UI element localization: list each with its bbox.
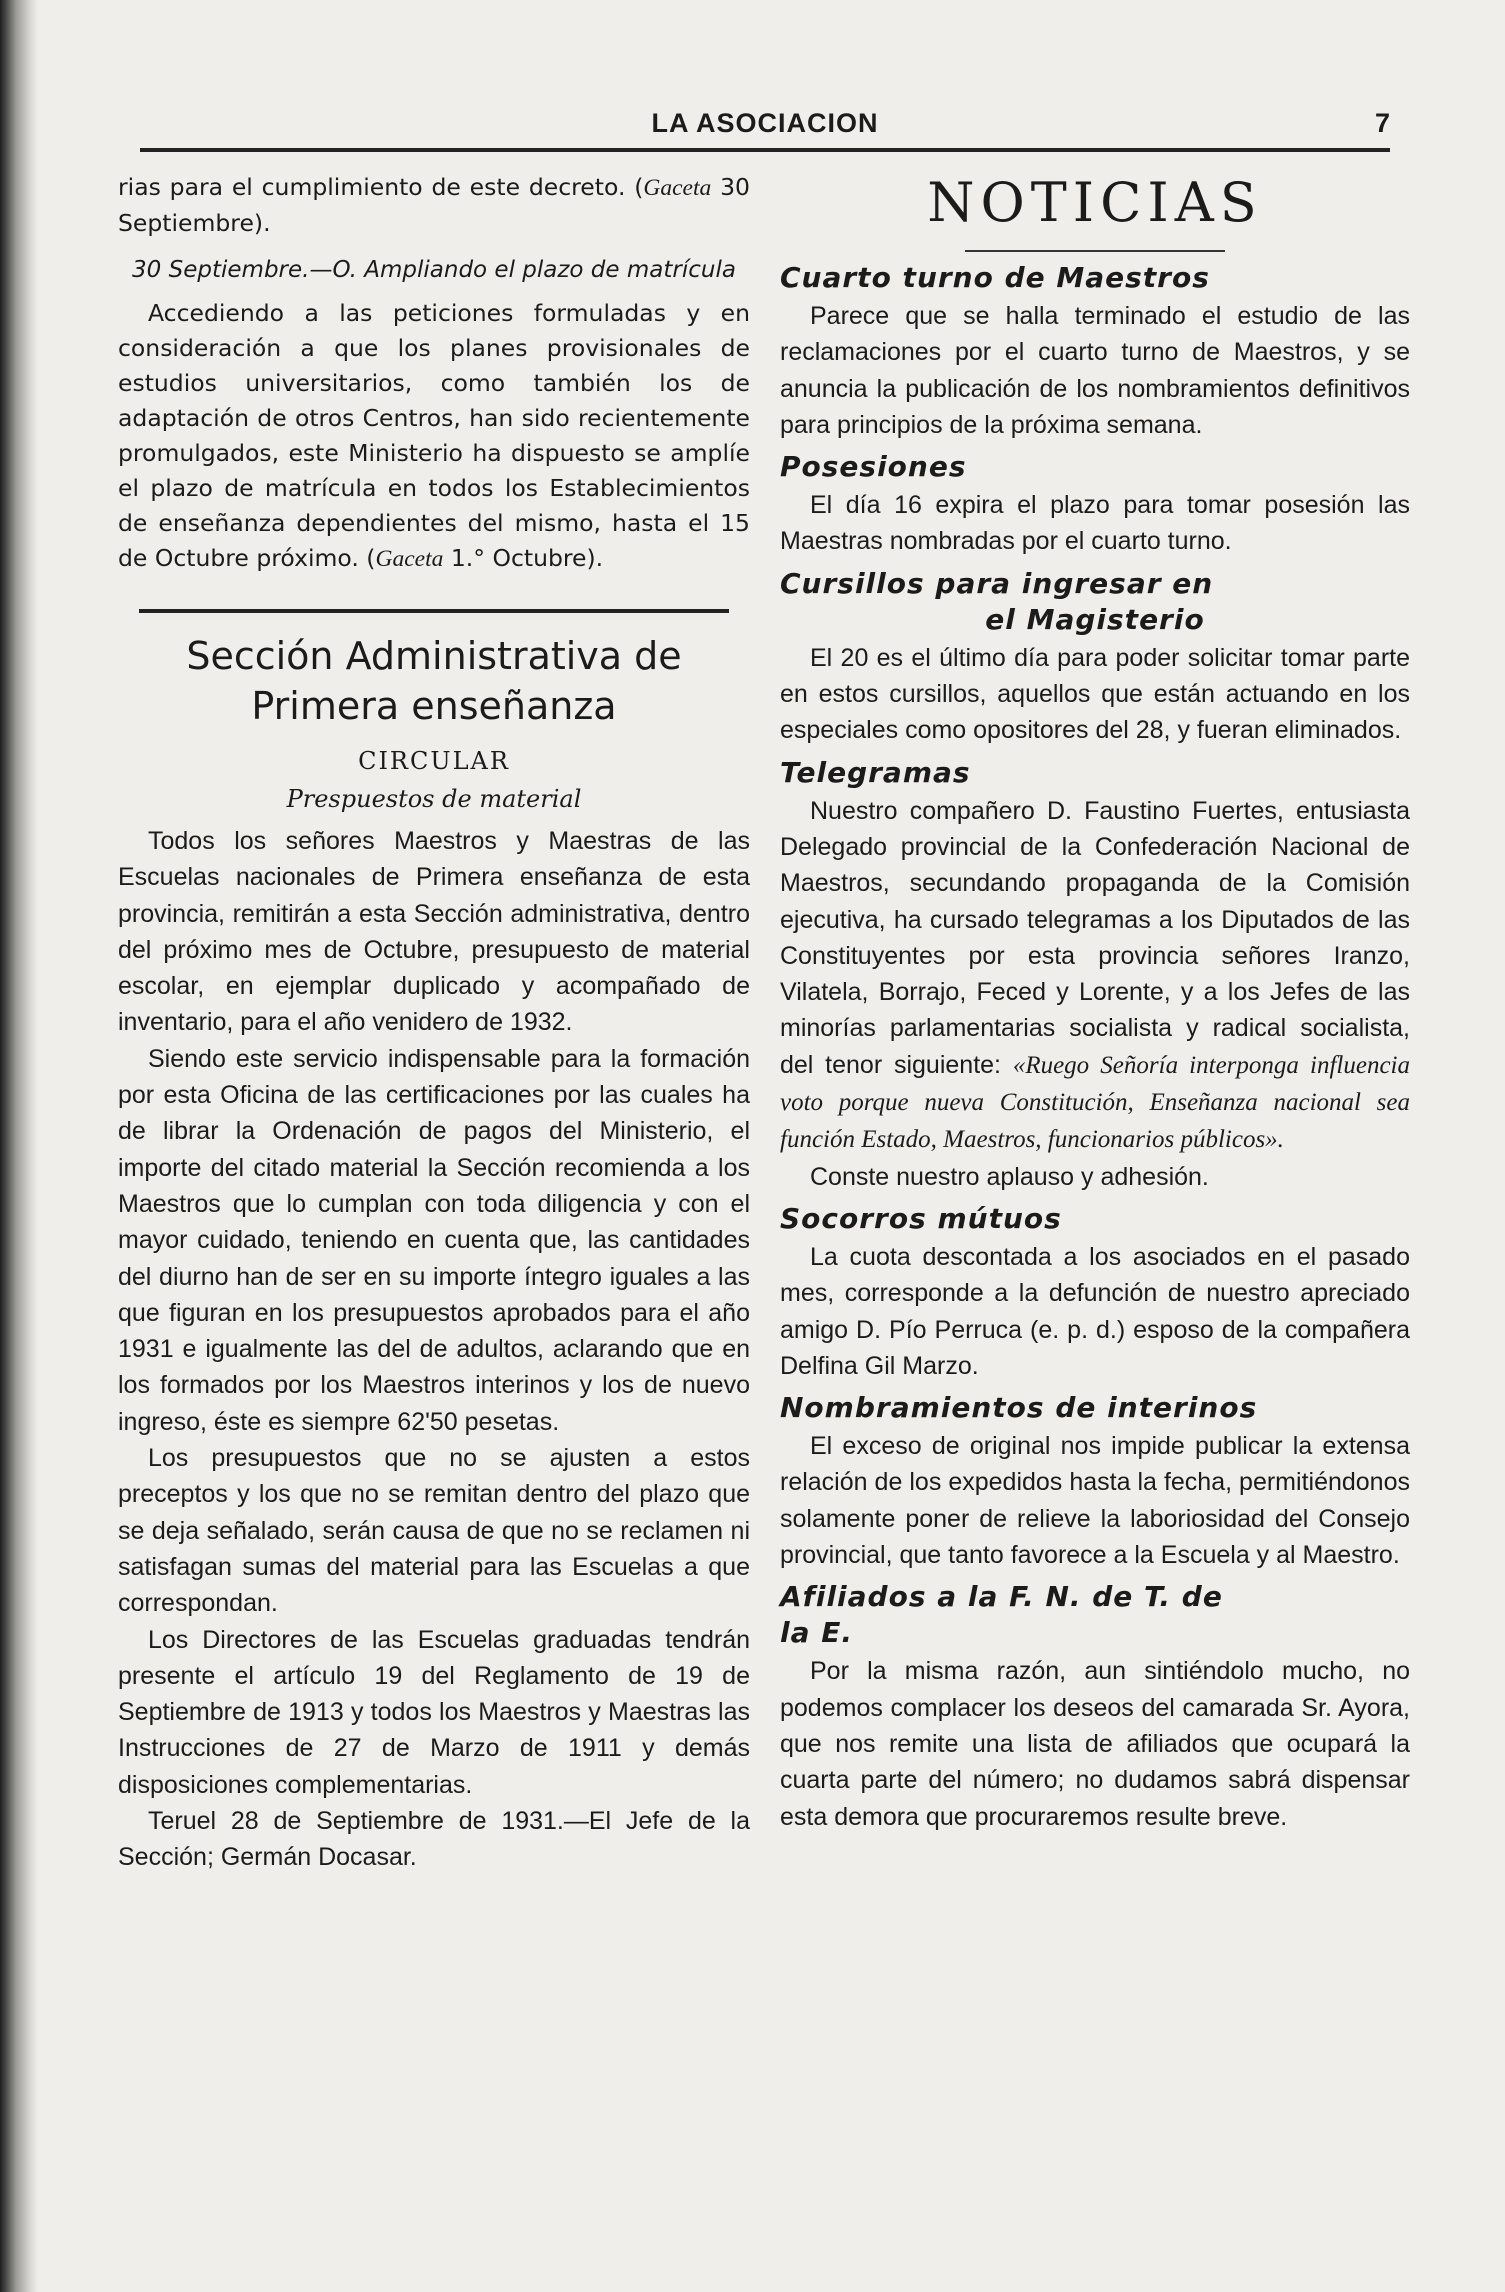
section-title-line1: Sección Administrativa de — [186, 634, 682, 678]
section-title — [118, 631, 750, 731]
gaceta-ref: Gaceta — [643, 175, 712, 201]
news-item — [780, 755, 1410, 1195]
news-text: El 20 es el último día para poder solicitar tomar parte en estos cursillos, aquellos que están actuando en los especiales como opositores del 28, y fueran eliminados. — [780, 643, 1410, 745]
noticias-rule — [965, 250, 1225, 252]
news-item — [780, 260, 1410, 443]
news-item — [780, 566, 1410, 749]
news-text: Por la misma razón, aun sintiéndolo mucho, no podemos complacer los deseos del camarada Sr. Ayora, que nos remite una lista de afiliados que ocupará la cuarta parte del número; no dudamos sabrá dispensar esta demora que procuraremos resulte breve. — [780, 1657, 1410, 1831]
news-heading-line1: Afiliados a la F. N. de T. de — [780, 1580, 1223, 1614]
news-heading-line2: el Magisterio — [985, 602, 1205, 636]
right-column — [780, 170, 1410, 2170]
news-heading: Cuarto turno de Maestros — [780, 261, 1210, 294]
news-text: El exceso de original nos impide publicar la extensa relación de los expedidos hasta la fecha, permitiéndonos solamente poner de relieve la laboriosidad del Consejo provincial, que tanto favorece a la Escuela y al Maestro. — [780, 1432, 1410, 1570]
circular-label: CIRCULAR — [358, 747, 510, 775]
decree-body-end: 1.° Octubre). — [443, 544, 604, 572]
news-text-body: Nuestro compañero D. Faustino Fuertes, entusiasta Delegado provincial de la Confederación Nacional de Maestros, secundando propaganda de la Comisión ejecutiva, ha cursado telegramas a los Diputados de las Constituyentes por esta provincia señores Iranzo, Vilatela, Borrajo, Feced y Lorente, y a los Jefes de las minorías parlamentarias socialista y radical socialista, del tenor siguiente: — [780, 796, 1410, 1079]
news-item — [780, 1579, 1410, 1834]
news-item — [780, 1390, 1410, 1573]
book-spine-shadow — [0, 0, 38, 2292]
decree-date-heading: 30 Septiembre.—O. Ampliando el plazo de matrícula — [132, 257, 736, 283]
news-heading-line1: Cursillos para ingresar en — [780, 566, 1214, 600]
left-column — [118, 170, 750, 2170]
page-header — [140, 108, 1390, 148]
section-paragraph: Todos los señores Maestros y Maestras de las Escuelas nacionales de Primera enseñanza de esta provincia, remitirán a esta Sección administrativa, dentro del próximo mes de Octubre, presupuesto de material escolar, en ejemplar duplicado y acompañado de inventario, para el año venidero de 1932. — [118, 827, 750, 1037]
news-heading — [780, 1579, 1410, 1651]
decree-body — [118, 296, 750, 577]
page-number: 7 — [1374, 108, 1390, 138]
news-item — [780, 449, 1410, 560]
noticias-title: NOTICIAS — [927, 171, 1263, 234]
news-text-closing: Conste nuestro aplauso y adhesión. — [810, 1162, 1209, 1191]
news-heading: Telegramas — [780, 755, 971, 789]
gaceta-ref-2: Gaceta — [375, 546, 444, 572]
news-heading-line2: la E. — [780, 1616, 854, 1650]
news-text — [780, 793, 1410, 1159]
news-text: El día 16 expira el plazo para tomar posesión las Maestras nombradas por el cuarto turno. — [780, 491, 1410, 556]
section-subheading: Prespuestos de material — [286, 785, 582, 813]
decree-tail-date: 30 Septiembre). — [118, 173, 750, 237]
news-text: La cuota descontada a los asociados en el pasado mes, corresponde a la defunción de nuestro apreciado amigo D. Pío Perruca (e. p. d.) esposo de la compañera Delfina Gil Marzo. — [780, 1242, 1410, 1380]
section-divider — [139, 609, 729, 613]
section-paragraph: Siendo este servicio indispensable para la formación por esta Oficina de las certificaciones por las cuales ha de librar la Ordenación de pagos del Ministerio, el importe del citado material la Sección recomienda a los Maestros que lo cumplan con toda diligencia y con el mayor cuidado, teniendo en cuenta que, las cantidades del diurno han de ser en su importe íntegro iguales a las que figuran en los presupuestos aprobados para el año 1931 e igualmente las del de adultos, aclarando que en los formados por los Maestros interinos y los de nuevo ingreso, éste es siempre 62'50 pesetas. — [118, 1044, 750, 1436]
header-rule — [140, 148, 1390, 152]
news-heading: Posesiones — [780, 450, 967, 484]
news-text: Parece que se halla terminado el estudio de las reclamaciones por el cuarto turno de Maestros, y se anuncia la publicación de los nombramientos definitivos para principios de la próxima semana. — [780, 302, 1410, 439]
news-item — [780, 1201, 1410, 1384]
news-heading: Nombramientos de interinos — [780, 1391, 1258, 1425]
decree-tail — [118, 170, 750, 241]
running-title: LA ASOCIACION — [651, 108, 879, 138]
section-title-line2: Primera enseñanza — [251, 684, 617, 728]
news-heading: Socorros mútuos — [780, 1201, 1062, 1235]
section-paragraph: Los Directores de las Escuelas graduadas tendrán presente el artículo 19 del Reglamento de 19 de Septiembre de 1913 y todos los Maestros y Maestras las Instrucciones de 27 de Marzo de 1911 y demás disposiciones complementarias. — [118, 1625, 750, 1799]
decree-body-text: Accediendo a las peticiones formuladas y en consideración a que los planes provisionales de estudios universitarios, como también los de adaptación de otros Centros, han sido recientemente promulgados, este Ministerio ha dispuesto se amplíe el plazo de matrícula en todos los Establecimientos de enseñanza dependientes del mismo, hasta el 15 de Octubre próximo. ( — [118, 299, 750, 572]
decree-tail-text: rias para el cumplimiento de este decreto. ( — [118, 173, 644, 201]
news-heading — [780, 566, 1410, 638]
section-signature: Teruel 28 de Septiembre de 1931.—El Jefe de la Sección; Germán Docasar. — [118, 1807, 750, 1872]
telegram-quote: «Ruego Señoría interponga influencia voto porque nueva Constitución, Enseñanza nacional sea función Estado, Maestros, funcionarios públicos». — [780, 1051, 1410, 1154]
section-paragraph: Los presupuestos que no se ajusten a estos preceptos y los que no se remitan dentro del plazo que se deja señalado, serán causa de que no se reclamen ni satisfagan sumas del material para las Escuelas a que correspondan. — [118, 1444, 750, 1618]
